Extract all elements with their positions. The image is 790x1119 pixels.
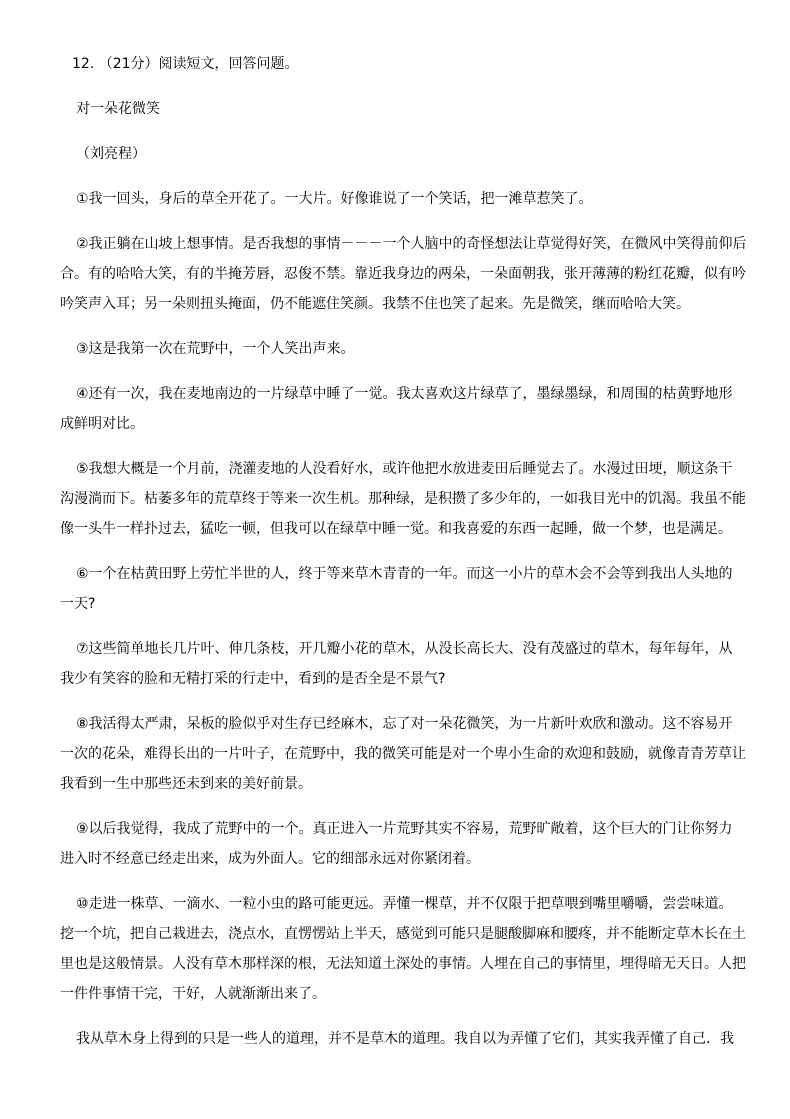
title-text: 对一朵花微笑 bbox=[76, 101, 160, 117]
paragraph bbox=[60, 1024, 750, 1054]
paragraph-line: ⑦这些简单地长几片叶、伸几条枝，开几瓣小花的草木，从没长高长大、没有茂盛过的草木，每年每年，从 bbox=[76, 641, 733, 657]
question-header bbox=[60, 49, 750, 79]
author-text: （刘亮程） bbox=[76, 146, 146, 162]
paragraph bbox=[60, 889, 750, 1009]
article-title bbox=[60, 94, 750, 124]
paragraph-line: 一件件事情干完，干好，人就渐渐出来了。 bbox=[60, 986, 326, 1002]
paragraph-line: ⑨以后我觉得，我成了荒野中的一个。真正进入一片荒野其实不容易，荒野旷敞着，这个巨大的门让你努力 bbox=[76, 821, 733, 837]
paragraph bbox=[60, 709, 750, 799]
paragraph-line: ⑧我活得太严肃，呆板的脸似乎对生存已经麻木，忘了对一朵花微笑，为一片新叶欢欣和激动。这不容易开 bbox=[76, 716, 733, 732]
paragraph-line: ②我正躺在山坡上想事情。是否我想的事情－－－一个人脑中的奇怪想法让草觉得好笑，在微风中笑得前仰后 bbox=[76, 236, 747, 252]
paragraph-line: 一天? bbox=[60, 596, 96, 612]
paragraph bbox=[60, 454, 750, 544]
paragraph bbox=[60, 814, 750, 874]
paragraph bbox=[60, 559, 750, 619]
article-paragraphs bbox=[60, 184, 750, 1054]
paragraph bbox=[60, 184, 750, 214]
paragraph-line: 沟漫淌而下。枯萎多年的荒草终于等来一次生机。那种绿，是积攒了多少年的，一如我目光中的饥渴。我虽不能 bbox=[60, 491, 746, 507]
paragraph-line: 我少有笑容的脸和无精打采的行走中，看到的是否全是不景气? bbox=[60, 671, 446, 687]
paragraph bbox=[60, 334, 750, 364]
paragraph-line: 像一头牛一样扑过去，猛吃一顿，但我可以在绿草中睡一觉。和我喜爱的东西一起睡，做一个梦，也是满足。 bbox=[60, 521, 732, 537]
question-text: 12. （21分）阅读短文，回答问题。 bbox=[72, 56, 299, 72]
paragraph-line: 我看到一生中那些还未到来的美好前景。 bbox=[60, 776, 312, 792]
paragraph-line: 进入时不经意已经走出来，成为外面人。它的细部永远对你紧闭着。 bbox=[60, 851, 480, 867]
paragraph-line: 一次的花朵，难得长出的一片叶子，在荒野中，我的微笑可能是对一个卑小生命的欢迎和鼓励，就像青青芳草让 bbox=[60, 746, 746, 762]
paragraph-line: 我从草木身上得到的只是一些人的道理，并不是草木的道理。我自以为弄懂了它们，其实我弄懂了自己．我 bbox=[76, 1031, 734, 1047]
paragraph-line: ⑥一个在枯黄田野上劳忙半世的人，终于等来草木青青的一年。而这一小片的草木会不会等到我出人头地的 bbox=[76, 566, 733, 582]
paragraph-line: 合。有的哈哈大笑，有的半掩芳唇，忍俊不禁。靠近我身边的两朵，一朵面朝我，张开薄薄的粉红花瓣，似有吟 bbox=[60, 266, 746, 282]
paragraph bbox=[60, 379, 750, 439]
paragraph-line: 吟笑声入耳；另一朵则扭头掩面，仍不能遮住笑颜。我禁不住也笑了起来。先是微笑，继而哈哈大笑。 bbox=[60, 296, 690, 312]
paragraph-line: ③这是我第一次在荒野中，一个人笑出声来。 bbox=[76, 341, 355, 357]
article-author bbox=[60, 139, 750, 169]
paragraph-line: ①我一回头，身后的草全开花了。一大片。好像谁说了一个笑话，把一滩草惹笑了。 bbox=[76, 191, 593, 207]
paragraph bbox=[60, 229, 750, 319]
paragraph-line: ④还有一次，我在麦地南边的一片绿草中睡了一觉。我太喜欢这片绿草了，墨绿墨绿，和周围的枯黄野地形 bbox=[76, 386, 733, 402]
paragraph-line: ⑩走进一株草、一滴水、一粒小虫的路可能更远。弄懂一棵草，并不仅限于把草喂到嘴里嚼嚼，尝尝味道。 bbox=[76, 896, 733, 912]
paragraph-line: ⑤我想大概是一个月前，浇灌麦地的人没看好水，或许他把水放进麦田后睡觉去了。水漫过田埂，顺这条干 bbox=[76, 461, 733, 477]
paragraph-line: 成鲜明对比。 bbox=[60, 416, 144, 432]
paragraph bbox=[60, 634, 750, 694]
paragraph-line: 里也是这般情景。人没有草木那样深的根，无法知道土深处的事情。人埋在自己的事情里，埋得暗无天日。人把 bbox=[60, 956, 746, 972]
paragraph-line: 挖一个坑，把自己栽进去，浇点水，直愣愣站上半天，感觉到可能只是腿酸脚麻和腰疼，并不能断定草木长在土 bbox=[60, 926, 746, 942]
document-body bbox=[60, 49, 750, 1069]
